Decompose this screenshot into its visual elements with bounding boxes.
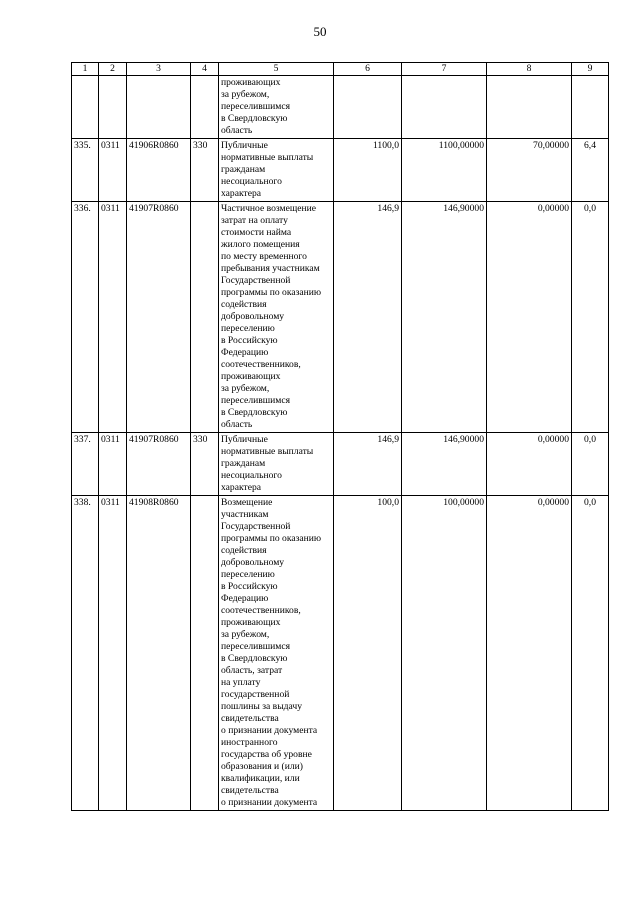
expense-type-cell bbox=[191, 496, 219, 811]
target-article-cell: 41907R0860 bbox=[127, 202, 191, 433]
column-header: 7 bbox=[402, 63, 487, 76]
target-article-cell: 41908R0860 bbox=[127, 496, 191, 811]
description-cell: Публичные нормативные выплаты гражданам несоциального характера bbox=[219, 433, 334, 496]
table-row bbox=[72, 433, 609, 496]
header-row bbox=[72, 63, 609, 76]
section-code-cell: 0311 bbox=[99, 139, 127, 202]
description-cell: Частичное возмещение затрат на оплату стоимости найма жилого помещения по месту временного пребывания участникам Государственной программы по оказанию содействия добровольному переселению в Российскую Федерацию соотечественников, проживающих за рубежом, переселившимся в Свердловскую область bbox=[219, 202, 334, 433]
section-code-cell: 0311 bbox=[99, 433, 127, 496]
execution-percent-cell: 0,0 bbox=[572, 202, 609, 433]
execution-percent-cell: 0,0 bbox=[572, 496, 609, 811]
description-cell: проживающих за рубежом, переселившимся в Свердловскую область bbox=[219, 76, 334, 139]
expense-type-cell: 330 bbox=[191, 433, 219, 496]
column-header: 5 bbox=[219, 63, 334, 76]
execution-percent-cell: 0,0 bbox=[572, 433, 609, 496]
row-number-cell bbox=[72, 76, 99, 139]
row-number-cell: 335. bbox=[72, 139, 99, 202]
column-header: 2 bbox=[99, 63, 127, 76]
expense-type-cell bbox=[191, 76, 219, 139]
target-article-cell bbox=[127, 76, 191, 139]
table-row bbox=[72, 76, 609, 139]
execution-percent-cell: 6,4 bbox=[572, 139, 609, 202]
approved-amount-cell: 146,90000 bbox=[402, 202, 487, 433]
column-header: 3 bbox=[127, 63, 191, 76]
budget-table bbox=[71, 62, 609, 811]
expense-type-cell bbox=[191, 202, 219, 433]
expense-type-cell: 330 bbox=[191, 139, 219, 202]
column-header: 9 bbox=[572, 63, 609, 76]
row-number-cell: 336. bbox=[72, 202, 99, 433]
column-header: 8 bbox=[487, 63, 572, 76]
row-number-cell: 338. bbox=[72, 496, 99, 811]
table-row bbox=[72, 139, 609, 202]
executed-amount-cell: 0,00000 bbox=[487, 202, 572, 433]
planned-amount-cell: 1100,0 bbox=[334, 139, 402, 202]
table-row bbox=[72, 496, 609, 811]
planned-amount-cell: 146,9 bbox=[334, 202, 402, 433]
column-header: 6 bbox=[334, 63, 402, 76]
target-article-cell: 41906R0860 bbox=[127, 139, 191, 202]
column-header: 1 bbox=[72, 63, 99, 76]
planned-amount-cell bbox=[334, 76, 402, 139]
executed-amount-cell: 0,00000 bbox=[487, 496, 572, 811]
planned-amount-cell: 100,0 bbox=[334, 496, 402, 811]
planned-amount-cell: 146,9 bbox=[334, 433, 402, 496]
execution-percent-cell bbox=[572, 76, 609, 139]
row-number-cell: 337. bbox=[72, 433, 99, 496]
section-code-cell: 0311 bbox=[99, 496, 127, 811]
page-number: 50 bbox=[313, 24, 327, 39]
approved-amount-cell: 100,00000 bbox=[402, 496, 487, 811]
executed-amount-cell bbox=[487, 76, 572, 139]
approved-amount-cell bbox=[402, 76, 487, 139]
section-code-cell bbox=[99, 76, 127, 139]
column-header: 4 bbox=[191, 63, 219, 76]
description-cell: Возмещение участникам Государственной программы по оказанию содействия добровольному переселению в Российскую Федерацию соотечественников, проживающих за рубежом, переселившимся в Свердловскую область, затрат на уплату государственной пошлины за выдачу свидетельства о признании документа иностранного государства об уровне образования и (или) квалификации, или свидетельства о признании документа bbox=[219, 496, 334, 811]
approved-amount-cell: 1100,00000 bbox=[402, 139, 487, 202]
section-code-cell: 0311 bbox=[99, 202, 127, 433]
table-row bbox=[72, 202, 609, 433]
description-cell: Публичные нормативные выплаты гражданам несоциального характера bbox=[219, 139, 334, 202]
executed-amount-cell: 0,00000 bbox=[487, 433, 572, 496]
executed-amount-cell: 70,00000 bbox=[487, 139, 572, 202]
approved-amount-cell: 146,90000 bbox=[402, 433, 487, 496]
target-article-cell: 41907R0860 bbox=[127, 433, 191, 496]
